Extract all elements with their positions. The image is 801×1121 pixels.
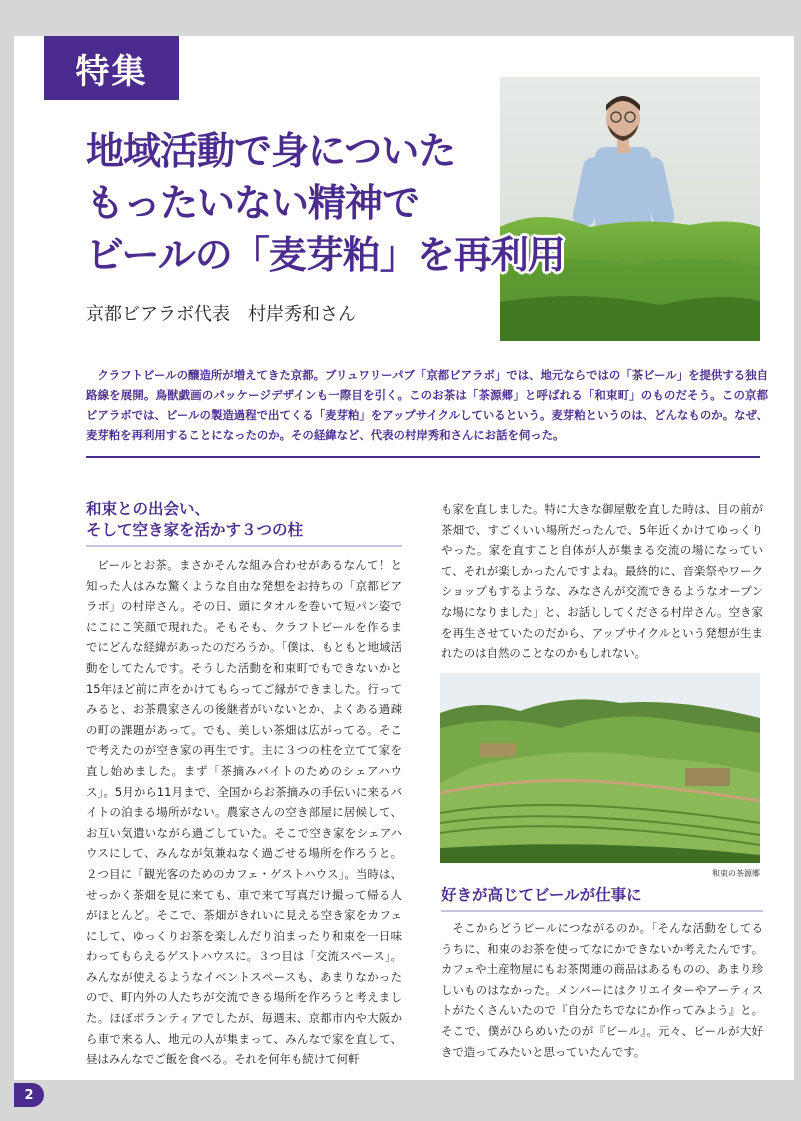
headline-line-2: もったいない精神で: [86, 181, 420, 225]
right-column: [441, 499, 763, 664]
headline-line-3: ビールの「麦芽粕」を再利用: [86, 233, 565, 277]
section1-heading-line-2: そして空き家を活かす３つの柱: [86, 521, 304, 539]
section1-body: ビールとお茶。まさかそんな組み合わせがあるなんて！と知った人はみな驚くような自由な発想をお持ちの「京都ビアラボ」の村岸さん。その日、頭にタオルを巻いて短パン姿でにこにこ笑顔で現れた。そもそも、クラフトビールを作るまでにどんな経緯があったのだろうか。「僕は、もともと地域活動をしてたんです。そうした活動を和束町でもできないかと15年ほど前に声をかけてもらってご縁ができました。行ってみると、お茶農家さんの後継者がいないとか、よくある過疎の町の課題があって。でも、美しい茶畑は広がってる。そこで考えたのが空き家の再生です。主に３つの柱を立てて家を直し始めました。まず「茶摘みバイトのためのシェアハウス」。5月から11月まで、全国からお茶摘みの手伝いに来るバイトの泊まる場所がない。農家さんの空き部屋に居候して、お互い気遣いながら過ごしていた。そこで空き家をシェアハウスにして、みんなが気兼ねなく過ごせる場所を作ろうと。２つ目に「観光客のためのカフェ・ゲストハウス」。当時は、せっかく茶畑を見に来ても、車で来て写真だけ撮って帰る人がほとんど。そこで、茶畑がきれいに見える空き家をカフェにして、ゆっくりお茶を楽しんだり泊まったり和束を一日味わってもらえるゲストハウスに。３つ目は「交流スペース」。みんなが使えるようなイベントスペースも、あまりなかったので、町内外の人たちが交流できる場所を作ろうと考えました。ほぼボランティアでしたが、毎週末、京都市内や大阪から車で来る人、地元の人が集まって、みんなで家を直して、昼はみんなでご飯を食べる。それを何年も続けて何軒: [86, 558, 402, 1067]
byline: 京都ビアラボ代表 村岸秀和さん: [86, 304, 356, 325]
photo-caption: 和束の茶源郷: [712, 869, 760, 878]
lead-paragraph: クラフトビールの醸造所が増えてきた京都。ブリュワリーパブ「京都ビアラボ」では、地元ならではの「茶ビール」を提供する独自路線を展開。鳥獣戯画のパッケージデザインも一際目を引く。このお茶は「茶源郷」と呼ばれる「和束町」のものだそう。この京都ビアラボでは、ビールの製造過程で出てくる「麦芽粕」をアップサイクルしているという。麦芽粕というのは、どんなものか。なぜ、麦芽粕を再利用することになったのか。その経緯など、代表の村岸秀和さんにお話を伺った。: [86, 368, 768, 443]
section1-heading: [86, 499, 402, 547]
section2-body: そこからどうビールにつながるのか。「そんな活動をしてるうちに、和束のお茶を使ってなにかできないか考えたんです。カフェや土産物屋にもお茶関連の商品はあるものの、あまり珍しいものはなかった。メンバーにはクリエイターやアーティストがたくさんいたので『自分たちでなにか作ってみよう』と。そこで、僕がひらめいたのが『ビール』。元々、ビールが大好きで造ってみたいと思っていたんです。: [441, 921, 763, 1059]
headline-line-1: 地域活動で身についた: [86, 129, 456, 173]
section1-body-continued: も家を直しました。特に大きな御屋敷を直した時は、目の前が茶畑で、すごくいい場所だったんで、5年近くかけてゆっくりやった。家を直すこと自体が人が集まる交流の場になっていて、それが楽しかったんですよね。最終的に、音楽祭やワークショップもするような、みなさんが交流できるようなオープンな場になりました」と、お話ししてくださる村岸さん。空き家を再生させていたのだから、アップサイクルという発想が生まれたのは自然のことなのかもしれない。: [441, 502, 763, 661]
section1-heading-line-1: 和束との出会い、: [86, 500, 211, 518]
headline: [86, 125, 646, 281]
section2-heading: 好きが高じてビールが仕事に: [441, 885, 763, 912]
left-column: [86, 499, 402, 1070]
feature-tag: 特集: [44, 36, 179, 100]
divider: [86, 456, 760, 458]
page-number: 2: [14, 1083, 44, 1107]
section2: [441, 885, 763, 1062]
tea-field-photo: [440, 673, 760, 863]
magazine-page: [14, 36, 794, 1080]
